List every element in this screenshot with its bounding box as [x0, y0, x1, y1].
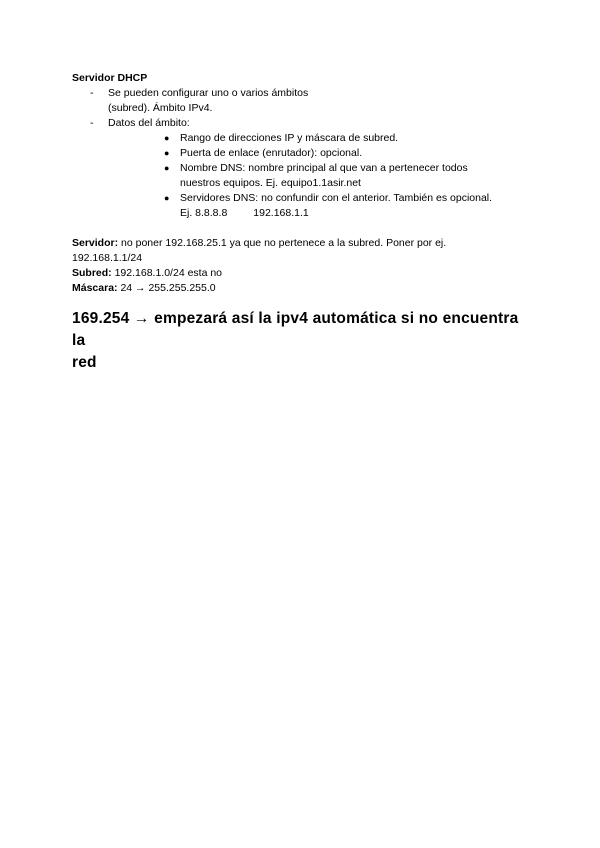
servidor-text: no poner 192.168.25.1 ya que no pertenece a la subred. Poner por ej.	[118, 237, 447, 249]
dash-item-ambitos	[72, 86, 532, 116]
bullet-text: Puerta de enlace (enrutador): opcional.	[180, 147, 363, 159]
dns-example-1: Ej. 8.8.8.8	[180, 207, 228, 219]
subred-label: Subred:	[72, 267, 112, 279]
mascara-note	[72, 281, 532, 296]
apipa-highlight-line1: 169.254 → empezará así la ipv4 automática si no encuentra la	[72, 310, 519, 349]
bullet-text: Nombre DNS: nombre principal al que van a pertenecer todos	[180, 162, 468, 174]
dash-marker: -	[90, 117, 94, 129]
bullet-item-puerta	[72, 146, 532, 161]
dash-marker: -	[90, 87, 94, 99]
bullet-list	[72, 131, 532, 221]
bullet-marker: ●	[164, 193, 170, 203]
bullet-marker: ●	[164, 133, 170, 143]
bullet-text-continued	[180, 206, 532, 221]
bullet-marker: ●	[164, 148, 170, 158]
subred-note	[72, 266, 532, 281]
dash-item-text: Se pueden configurar uno o varios ámbitos	[108, 87, 309, 99]
bullet-item-nombre-dns	[72, 161, 532, 191]
bullet-item-rango	[72, 131, 532, 146]
dash-item-text: Datos del ámbito:	[108, 117, 190, 129]
dash-item-datos	[72, 116, 532, 131]
dash-list	[72, 86, 532, 131]
bullet-item-servidores-dns	[72, 191, 532, 221]
subred-text: 192.168.1.0/24 esta no	[111, 267, 223, 279]
mascara-text: 24 → 255.255.255.0	[117, 282, 216, 294]
servidor-note	[72, 236, 532, 251]
apipa-highlight	[72, 308, 532, 374]
dns-example-2: 192.168.1.1	[253, 207, 309, 219]
dash-item-text-continued: (subred). Ámbito IPv4.	[108, 102, 213, 114]
bullet-text: Rango de direcciones IP y máscara de subred.	[180, 132, 399, 144]
bullet-text: Servidores DNS: no confundir con el anterior. También es opcional.	[180, 192, 493, 204]
bullet-text-continued: nuestros equipos. Ej. equipo1.1asir.net	[180, 177, 361, 189]
servidor-note-continued: 192.168.1.1/24	[72, 252, 143, 264]
mascara-label: Máscara:	[72, 282, 118, 294]
section-heading: Servidor DHCP	[72, 72, 148, 84]
document-body	[72, 71, 532, 374]
bullet-marker: ●	[164, 163, 170, 173]
apipa-highlight-line2: red	[72, 354, 97, 371]
servidor-label: Servidor:	[72, 237, 119, 249]
